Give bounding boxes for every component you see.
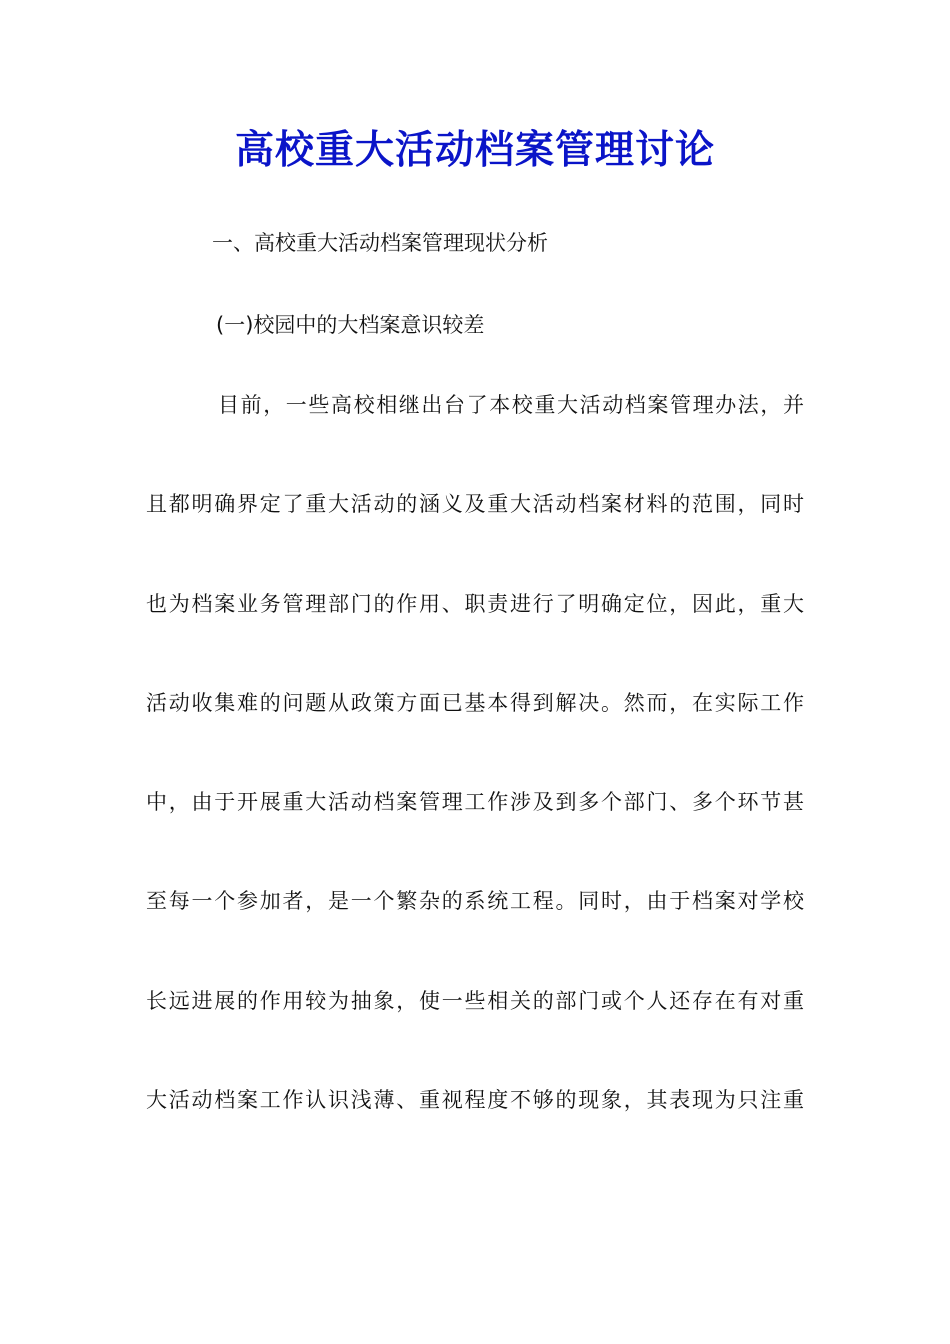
- paragraph-line: 大活动档案工作认识浅薄、重视程度不够的现象，其表现为只注重: [146, 1088, 804, 1112]
- paragraph-line: 目前，一些高校相继出台了本校重大活动档案管理办法，并: [218, 393, 804, 417]
- paragraph-line: 活动收集难的问题从政策方面已基本得到解决。然而，在实际工作: [146, 691, 804, 715]
- section-heading: 一、高校重大活动档案管理现状分析: [212, 231, 548, 255]
- paragraph-line: 长远进展的作用较为抽象，使一些相关的部门或个人还存在有对重: [146, 989, 804, 1013]
- paragraph-line: 中，由于开展重大活动档案管理工作涉及到多个部门、多个环节甚: [146, 790, 804, 814]
- paragraph-line: 也为档案业务管理部门的作用、职责进行了明确定位，因此，重大: [146, 592, 804, 616]
- subsection-heading: (一)校园中的大档案意识较差: [216, 313, 485, 337]
- paragraph-line: 且都明确界定了重大活动的涵义及重大活动档案材料的范围，同时: [146, 492, 804, 516]
- document-title: 高校重大活动档案管理讨论: [234, 127, 715, 173]
- paragraph-line: 至每一个参加者，是一个繁杂的系统工程。同时，由于档案对学校: [146, 889, 804, 913]
